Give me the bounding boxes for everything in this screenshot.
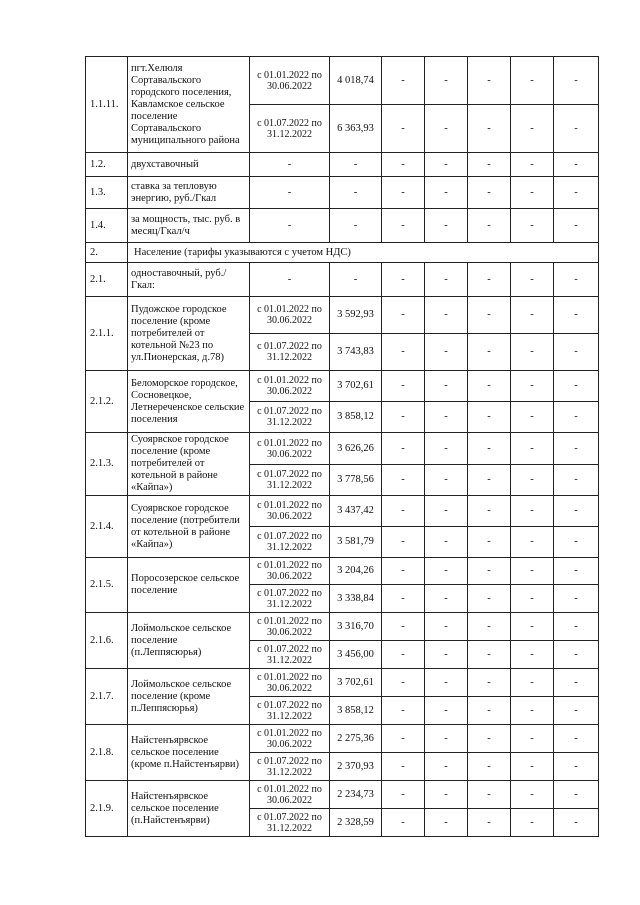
- empty-dash: -: [382, 209, 425, 243]
- empty-dash: -: [468, 334, 511, 371]
- empty-dash: -: [554, 153, 599, 177]
- tariff-value: 2 328,59: [330, 809, 382, 837]
- row-number: 2.: [86, 243, 128, 263]
- empty-dash: -: [425, 209, 468, 243]
- empty-dash: -: [425, 585, 468, 613]
- table-row: [86, 297, 599, 334]
- empty-dash: -: [425, 153, 468, 177]
- table-row: [86, 433, 599, 465]
- empty-dash: -: [554, 585, 599, 613]
- tariff-table-body: [86, 57, 599, 837]
- empty-dash: -: [425, 527, 468, 558]
- empty-dash: -: [382, 297, 425, 334]
- empty-dash: -: [425, 177, 468, 209]
- empty-dash: -: [382, 781, 425, 809]
- row-description: Найстенъярвское сельское поселение (п.Найстенъярви): [128, 781, 250, 837]
- row-number: 2.1.6.: [86, 613, 128, 669]
- row-description: Суоярвское городское поселение (потребители от котельной в районе «Кайпа»): [128, 496, 250, 558]
- empty-dash: -: [382, 263, 425, 297]
- empty-dash: -: [511, 177, 554, 209]
- row-number: 2.1.9.: [86, 781, 128, 837]
- row-number: 2.1.8.: [86, 725, 128, 781]
- tariff-value: 3 456,00: [330, 641, 382, 669]
- table-row: [86, 781, 599, 809]
- row-number: 1.3.: [86, 177, 128, 209]
- empty-dash: -: [468, 465, 511, 496]
- table-row: [86, 209, 599, 243]
- empty-dash: -: [425, 105, 468, 153]
- tariff-value: 3 702,61: [330, 669, 382, 697]
- empty-dash: -: [425, 465, 468, 496]
- period-label: с 01.07.2022 по 31.12.2022: [250, 585, 330, 613]
- row-description: пгт.Хелюля Сортавальского городского поселения, Кавламское сельское поселение Сортавальского муниципального района: [128, 57, 250, 153]
- tariff-value: 3 743,83: [330, 334, 382, 371]
- empty-dash: -: [554, 371, 599, 402]
- empty-dash: -: [425, 402, 468, 433]
- tariff-table: [85, 56, 599, 837]
- empty-dash: -: [425, 725, 468, 753]
- empty-dash: -: [425, 781, 468, 809]
- tariff-value: 2 370,93: [330, 753, 382, 781]
- empty-dash: -: [468, 297, 511, 334]
- empty-dash: -: [382, 753, 425, 781]
- period-label: с 01.07.2022 по 31.12.2022: [250, 105, 330, 153]
- empty-dash: -: [425, 558, 468, 585]
- empty-dash: -: [554, 209, 599, 243]
- empty-dash: -: [250, 177, 330, 209]
- empty-dash: -: [554, 527, 599, 558]
- period-label: с 01.01.2022 по 30.06.2022: [250, 57, 330, 105]
- empty-dash: -: [382, 809, 425, 837]
- empty-dash: -: [425, 371, 468, 402]
- empty-dash: -: [511, 725, 554, 753]
- row-description: Лоймольское сельское поселение (п.Леппясюрья): [128, 613, 250, 669]
- empty-dash: -: [425, 297, 468, 334]
- empty-dash: -: [468, 558, 511, 585]
- empty-dash: -: [382, 641, 425, 669]
- empty-dash: -: [511, 334, 554, 371]
- empty-dash: -: [382, 585, 425, 613]
- empty-dash: -: [382, 334, 425, 371]
- empty-dash: -: [425, 334, 468, 371]
- empty-dash: -: [468, 433, 511, 465]
- empty-dash: -: [468, 781, 511, 809]
- row-description: Поросозерское сельское поселение: [128, 558, 250, 613]
- row-description: Найстенъярвское сельское поселение (кроме п.Найстенъярви): [128, 725, 250, 781]
- period-label: с 01.01.2022 по 30.06.2022: [250, 669, 330, 697]
- empty-dash: -: [330, 153, 382, 177]
- empty-dash: -: [554, 57, 599, 105]
- table-row: [86, 153, 599, 177]
- empty-dash: -: [425, 433, 468, 465]
- period-label: с 01.07.2022 по 31.12.2022: [250, 753, 330, 781]
- table-row: [86, 57, 599, 105]
- empty-dash: -: [382, 177, 425, 209]
- empty-dash: -: [511, 465, 554, 496]
- empty-dash: -: [468, 809, 511, 837]
- empty-dash: -: [511, 105, 554, 153]
- empty-dash: -: [511, 697, 554, 725]
- empty-dash: -: [425, 697, 468, 725]
- period-label: с 01.07.2022 по 31.12.2022: [250, 809, 330, 837]
- table-row: [86, 243, 599, 263]
- tariff-value: 2 275,36: [330, 725, 382, 753]
- empty-dash: -: [468, 209, 511, 243]
- empty-dash: -: [468, 753, 511, 781]
- empty-dash: -: [511, 753, 554, 781]
- row-description: Суоярвское городское поселение (кроме потребителей от котельной в районе «Кайпа»): [128, 433, 250, 496]
- empty-dash: -: [554, 402, 599, 433]
- empty-dash: -: [511, 153, 554, 177]
- empty-dash: -: [554, 105, 599, 153]
- empty-dash: -: [468, 585, 511, 613]
- empty-dash: -: [554, 263, 599, 297]
- empty-dash: -: [382, 105, 425, 153]
- empty-dash: -: [511, 669, 554, 697]
- empty-dash: -: [554, 177, 599, 209]
- empty-dash: -: [554, 781, 599, 809]
- period-label: с 01.01.2022 по 30.06.2022: [250, 496, 330, 527]
- period-label: с 01.01.2022 по 30.06.2022: [250, 613, 330, 641]
- empty-dash: -: [425, 57, 468, 105]
- empty-dash: -: [468, 641, 511, 669]
- row-description: Беломорское городское, Сосновецкое, Летнереченское сельские поселения: [128, 371, 250, 433]
- tariff-value: 3 338,84: [330, 585, 382, 613]
- period-label: с 01.01.2022 по 30.06.2022: [250, 725, 330, 753]
- row-number: 2.1.2.: [86, 371, 128, 433]
- empty-dash: -: [554, 753, 599, 781]
- table-row: [86, 263, 599, 297]
- period-label: с 01.01.2022 по 30.06.2022: [250, 371, 330, 402]
- empty-dash: -: [554, 496, 599, 527]
- empty-dash: -: [511, 57, 554, 105]
- empty-dash: -: [468, 153, 511, 177]
- empty-dash: -: [511, 433, 554, 465]
- empty-dash: -: [425, 753, 468, 781]
- row-number: 1.2.: [86, 153, 128, 177]
- empty-dash: -: [468, 177, 511, 209]
- empty-dash: -: [511, 527, 554, 558]
- row-description: ставка за тепловую энергию, руб./Гкал: [128, 177, 250, 209]
- row-description: Пудожское городское поселение (кроме потребителей от котельной №23 по ул.Пионерская, д.78): [128, 297, 250, 371]
- empty-dash: -: [468, 57, 511, 105]
- period-label: с 01.07.2022 по 31.12.2022: [250, 402, 330, 433]
- empty-dash: -: [554, 809, 599, 837]
- row-description: двухставочный: [128, 153, 250, 177]
- empty-dash: -: [382, 153, 425, 177]
- period-label: с 01.01.2022 по 30.06.2022: [250, 781, 330, 809]
- empty-dash: -: [511, 263, 554, 297]
- empty-dash: -: [511, 613, 554, 641]
- empty-dash: -: [554, 669, 599, 697]
- empty-dash: -: [330, 209, 382, 243]
- empty-dash: -: [511, 585, 554, 613]
- empty-dash: -: [382, 57, 425, 105]
- empty-dash: -: [468, 725, 511, 753]
- empty-dash: -: [554, 558, 599, 585]
- period-label: с 01.01.2022 по 30.06.2022: [250, 297, 330, 334]
- empty-dash: -: [425, 263, 468, 297]
- row-number: 2.1.4.: [86, 496, 128, 558]
- empty-dash: -: [511, 209, 554, 243]
- empty-dash: -: [511, 558, 554, 585]
- empty-dash: -: [382, 669, 425, 697]
- row-number: 2.1.3.: [86, 433, 128, 496]
- tariff-value: 3 581,79: [330, 527, 382, 558]
- table-row: [86, 725, 599, 753]
- empty-dash: -: [425, 809, 468, 837]
- empty-dash: -: [511, 402, 554, 433]
- table-row: [86, 177, 599, 209]
- empty-dash: -: [511, 371, 554, 402]
- empty-dash: -: [468, 697, 511, 725]
- tariff-value: 3 626,26: [330, 433, 382, 465]
- empty-dash: -: [250, 209, 330, 243]
- table-row: [86, 669, 599, 697]
- period-label: с 01.07.2022 по 31.12.2022: [250, 697, 330, 725]
- row-number: 1.1.11.: [86, 57, 128, 153]
- empty-dash: -: [554, 725, 599, 753]
- tariff-value: 4 018,74: [330, 57, 382, 105]
- empty-dash: -: [425, 641, 468, 669]
- empty-dash: -: [554, 433, 599, 465]
- empty-dash: -: [382, 465, 425, 496]
- tariff-value: 3 858,12: [330, 697, 382, 725]
- empty-dash: -: [468, 496, 511, 527]
- empty-dash: -: [330, 263, 382, 297]
- tariff-value: 3 437,42: [330, 496, 382, 527]
- row-description: одноставочный, руб./Гкал:: [128, 263, 250, 297]
- empty-dash: -: [425, 496, 468, 527]
- tariff-value: 2 234,73: [330, 781, 382, 809]
- empty-dash: -: [554, 641, 599, 669]
- tariff-value: 6 363,93: [330, 105, 382, 153]
- empty-dash: -: [382, 725, 425, 753]
- empty-dash: -: [511, 781, 554, 809]
- row-description: за мощность, тыс. руб. в месяц/Гкал/ч: [128, 209, 250, 243]
- period-label: с 01.07.2022 по 31.12.2022: [250, 641, 330, 669]
- table-row: [86, 371, 599, 402]
- empty-dash: -: [554, 613, 599, 641]
- empty-dash: -: [468, 613, 511, 641]
- empty-dash: -: [382, 371, 425, 402]
- tariff-value: 3 204,26: [330, 558, 382, 585]
- empty-dash: -: [468, 669, 511, 697]
- empty-dash: -: [425, 613, 468, 641]
- empty-dash: -: [468, 371, 511, 402]
- row-description: Лоймольское сельское поселение (кроме п.Леппясюрья): [128, 669, 250, 725]
- empty-dash: -: [250, 263, 330, 297]
- empty-dash: -: [382, 402, 425, 433]
- empty-dash: -: [468, 263, 511, 297]
- empty-dash: -: [382, 433, 425, 465]
- period-label: с 01.01.2022 по 30.06.2022: [250, 433, 330, 465]
- empty-dash: -: [425, 669, 468, 697]
- period-label: с 01.07.2022 по 31.12.2022: [250, 465, 330, 496]
- empty-dash: -: [511, 641, 554, 669]
- empty-dash: -: [382, 496, 425, 527]
- empty-dash: -: [382, 527, 425, 558]
- empty-dash: -: [382, 613, 425, 641]
- period-label: с 01.07.2022 по 31.12.2022: [250, 527, 330, 558]
- row-number: 2.1.: [86, 263, 128, 297]
- empty-dash: -: [554, 297, 599, 334]
- tariff-value: 3 592,93: [330, 297, 382, 334]
- period-label: с 01.07.2022 по 31.12.2022: [250, 334, 330, 371]
- tariff-value: 3 702,61: [330, 371, 382, 402]
- empty-dash: -: [511, 496, 554, 527]
- table-row: [86, 558, 599, 585]
- row-number: 1.4.: [86, 209, 128, 243]
- empty-dash: -: [468, 527, 511, 558]
- empty-dash: -: [382, 558, 425, 585]
- table-row: [86, 496, 599, 527]
- empty-dash: -: [511, 809, 554, 837]
- empty-dash: -: [554, 465, 599, 496]
- empty-dash: -: [554, 334, 599, 371]
- empty-dash: -: [468, 105, 511, 153]
- empty-dash: -: [330, 177, 382, 209]
- period-label: с 01.01.2022 по 30.06.2022: [250, 558, 330, 585]
- row-number: 2.1.5.: [86, 558, 128, 613]
- empty-dash: -: [250, 153, 330, 177]
- empty-dash: -: [554, 697, 599, 725]
- table-row: [86, 613, 599, 641]
- row-number: 2.1.1.: [86, 297, 128, 371]
- empty-dash: -: [511, 297, 554, 334]
- empty-dash: -: [468, 402, 511, 433]
- section-title: Население (тарифы указываются с учетом НДС): [128, 243, 599, 263]
- row-number: 2.1.7.: [86, 669, 128, 725]
- tariff-value: 3 778,56: [330, 465, 382, 496]
- empty-dash: -: [382, 697, 425, 725]
- tariff-value: 3 858,12: [330, 402, 382, 433]
- tariff-value: 3 316,70: [330, 613, 382, 641]
